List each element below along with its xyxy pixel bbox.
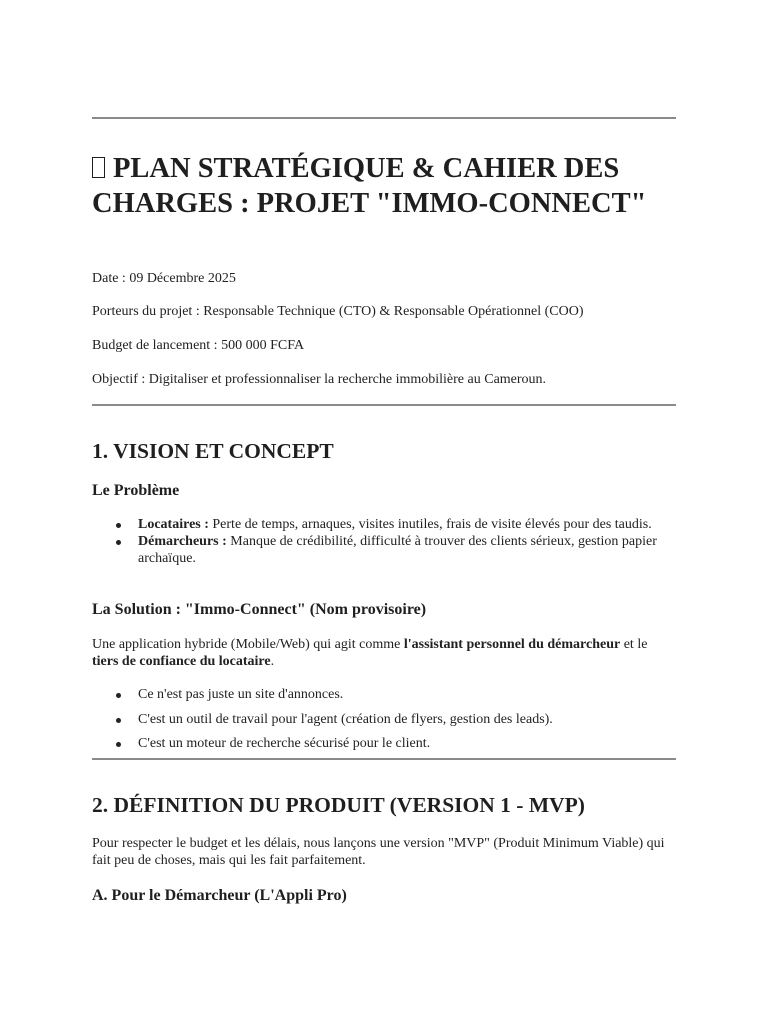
- problem-heading: Le Problème: [92, 482, 180, 499]
- missing-glyph-icon: [92, 157, 105, 178]
- meta-budget: Budget de lancement : 500 000 FCFA: [92, 338, 305, 353]
- list-item: [92, 533, 676, 567]
- meta-objective: Objectif : Digitaliser et professionnaliser la recherche immobilière au Cameroun.: [92, 372, 547, 387]
- problem-list: [92, 516, 676, 567]
- solution-intro: [92, 636, 676, 670]
- meta-date: Date : 09 Décembre 2025: [92, 271, 236, 286]
- list-item: [92, 711, 676, 728]
- solution-intro-bold2: tiers de confiance du locataire: [92, 654, 271, 669]
- list-item: [92, 686, 676, 703]
- meta-owners: Porteurs du projet : Responsable Technique (CTO) & Responsable Opérationnel (COO): [92, 304, 584, 319]
- horizontal-rule: [92, 758, 676, 760]
- bullet-icon: [116, 523, 121, 528]
- problem-text: Manque de crédibilité, difficulté à trouver des clients sérieux, gestion papier archaïque.: [138, 534, 657, 566]
- document-title: [92, 152, 676, 221]
- solution-intro-start: Une application hybride (Mobile/Web) qui agit comme: [92, 637, 404, 652]
- list-item: [92, 735, 676, 752]
- problem-label: Locataires :: [138, 517, 209, 532]
- document-title-text: PLAN STRATÉGIQUE & CAHIER DES CHARGES : PROJET "IMMO-CONNECT": [92, 153, 647, 219]
- bullet-icon: [116, 742, 121, 747]
- section1-heading: 1. VISION ET CONCEPT: [92, 439, 334, 463]
- solution-intro-bold1: l'assistant personnel du démarcheur: [403, 637, 621, 652]
- solution-intro-mid: et le: [620, 637, 648, 652]
- section2-subheading: A. Pour le Démarcheur (L'Appli Pro): [92, 887, 347, 904]
- list-item: [92, 516, 676, 533]
- solution-heading: La Solution : "Immo-Connect" (Nom provisoire): [92, 601, 427, 618]
- bullet-icon: [116, 718, 121, 723]
- solution-item-text: Ce n'est pas juste un site d'annonces.: [138, 687, 344, 702]
- solution-intro-end: .: [270, 654, 275, 669]
- solution-list: [92, 686, 676, 760]
- solution-item-text: C'est un outil de travail pour l'agent (création de flyers, gestion des leads).: [138, 711, 553, 727]
- horizontal-rule: [92, 117, 676, 119]
- problem-label: Démarcheurs :: [138, 534, 227, 549]
- horizontal-rule: [92, 404, 676, 406]
- bullet-icon: [116, 693, 121, 698]
- bullet-icon: [116, 540, 121, 545]
- section2-heading: 2. DÉFINITION DU PRODUIT (VERSION 1 - MVP): [92, 793, 585, 817]
- problem-text: Perte de temps, arnaques, visites inutiles, frais de visite élevés pour des taudis.: [208, 517, 652, 532]
- solution-item-text: C'est un moteur de recherche sécurisé pour le client.: [138, 736, 431, 751]
- section2-intro: Pour respecter le budget et les délais, nous lançons une version "MVP" (Produit Minimum Viable) qui fait peu de choses, mais qui les fait parfaitement.: [92, 836, 665, 868]
